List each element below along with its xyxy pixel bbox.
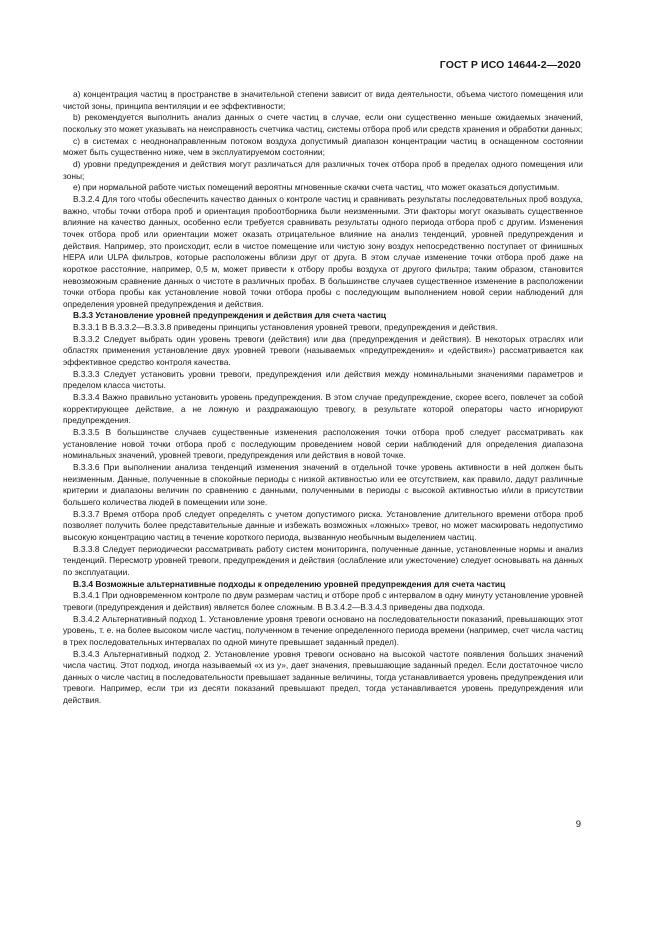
- list-item-b: b) рекомендуется выполнить анализ данных о счете частиц в случае, если они существенно меньше ожидаемых значений, поскольку это может указывать на неисправность счетчика частиц, системы отбора проб или средств хранения и обработки данных;: [63, 112, 583, 134]
- paragraph-b-3-3-3: B.3.3.3 Следует установить уровни тревоги, предупреждения или действия между номинальными значениями параметров и пределом класса чистоты.: [63, 368, 583, 391]
- section-heading-b-3-4: B.3.4 Возможные альтернативные подходы к определению уровней предупреждения для счета частиц: [73, 578, 506, 589]
- section-heading-b-3-3: B.3.3 Установление уровней предупреждения и действия для счета частиц: [73, 310, 387, 321]
- document-header: ГОСТ Р ИСО 14644-2—2020: [439, 59, 581, 71]
- list-item-d: d) уровни предупреждения и действия могут различаться для различных точек отбора проб в пределах одного помещения или зоны;: [63, 158, 583, 181]
- list-item-e: e) при нормальной работе чистых помещений вероятны мгновенные скачки счета частиц, что может оказаться допустимым.: [73, 182, 560, 193]
- paragraph-b-3-4-3: B.3.4.3 Альтернативный подход 2. Установление уровня тревоги основано на высокой частоте появления больших значений числа частиц. Этот подход, иногда называемый «x из y», дает значения, превышающие заданный предел. Если достаточное число данных о числе частиц в последовательности превышает заданные величины, тогда устанавливается уровень предупреждения или тревоги. Например, если три из десяти показаний превышают предел, тогда устанавливается уровень предупреждения или действия.: [63, 648, 583, 706]
- paragraph-b-3-3-5: B.3.3.5 В большинстве случаев существенные изменения расположения точки отбора проб следует рассматривать как установление новой точки отбора проб с последующим проведением новой серии наблюдений для определения диапазона номинальных значений, уровней тревоги, предупреждения или действия в новой точке.: [63, 427, 583, 461]
- list-item-a: a) концентрация частиц в пространстве в значительной степени зависит от вида деятельности, объема чистого помещения или чистой зоны, принципа вентиляции и ее эффективности;: [63, 89, 583, 111]
- page-number: 9: [575, 819, 581, 830]
- document-body: [63, 89, 583, 707]
- list-item-c: c) в системах с неоднонаправленным потоком воздуха допустимый диапазон концентрации частиц в оснащенном состоянии может быть существенно ниже, чем в эксплуатируемом состоянии;: [63, 135, 583, 158]
- paragraph-b-3-4-2: B.3.4.2 Альтернативный подход 1. Установление уровня тревоги основано на последовательности показаний, превышающих этот уровень, т. е. на более высоком числе частиц, полученном в течение определенного периода времени (например, счет числа частиц в трех последовательных интервалах по одной минуте превышает заданный предел).: [63, 613, 583, 647]
- paragraph-b-3-3-2: B.3.3.2 Следует выбрать один уровень тревоги (действия) или два (предупреждения и действия). В некоторых отраслях или областях применения установление двух уровней тревоги (называемых «предупреждения» и «действия») рассматривается как эффективное средство контроля качества.: [63, 333, 583, 368]
- paragraph-b-3-3-7: B.3.3.7 Время отбора проб следует определять с учетом допустимого риска. Установление длительного времени отбора проб позволяет получить более представительные данные и избежать возможных «ложных» тревог, но может маскировать недопустимо высокую концентрацию частиц в течение короткого периода, вызванную необычным выделением частиц.: [63, 508, 583, 542]
- paragraph-b-3-2-4: B.3.2.4 Для того чтобы обеспечить качество данных о контроле частиц и сравнивать результаты последовательных проб воздуха, важно, чтобы точки отбора проб и ориентация пробоотборника были неизменными. Эти факторы могут оказывать существенное влияние на качество данных, особенно если требуется сравнивать результаты одного периода отбора проб с другим. Изменения точек отбора проб или ориентации может оказать отрицательное влияние на анализ тенденций, уровней предупреждения и действия. Например, это происходит, если в чистое помещение или чистую зону воздух непосредственно поступает от финишных HEPA или ULPA фильтров, которые расположены вблизи друг от друга. В этом случае изменение точки отбора проб даже на короткое расстояние, например, 0,5 м, может привести к отбору пробы воздуха от другого фильтра; таким образом, становится невозможным сравнение данных о чистоте в различных пробах. В большинстве случаев существенное изменение в расположении точки отбора пробы как установление новой точки отбора пробы с последующим выполнением новой серии наблюдений для определения уровней предупреждения и действия.: [63, 193, 583, 309]
- paragraph-b-3-4-1: B.3.4.1 При одновременном контроле по двум размерам частиц и отборе проб с интервалом в одну минуту установление уровней тревоги (предупреждения и действия) является более сложным. В B.3.4.2—B.3.4.3 приведены два подхода.: [63, 590, 583, 612]
- paragraph-b-3-3-8: B.3.3.8 Следует периодически рассматривать работу систем мониторинга, полученные данные, установленные нормы и анализ тенденций. Пересмотр уровней тревоги, предупреждения и действия (ослабление или ужесточение) следует основывать на данных по эксплуатации.: [63, 543, 583, 577]
- paragraph-b-3-3-6: B.3.3.6 При выполнении анализа тенденций изменения значений в отдельной точке уровень активности в ней должен быть неизменным. Данные, полученные в спокойные периоды с низкой активностью или ее отсутствием, как правило, дадут различные критерии и диапазоны величин по сравнению с данными, полученными в периоды с высокой активностью и/или в присутствии большего количества людей в помещении или зоне.: [63, 462, 583, 507]
- paragraph-b-3-3-4: B.3.3.4 Важно правильно установить уровень предупреждения. В этом случае предупреждение, скорее всего, повлечет за собой корректирующее действие, а не ложную и раздражающую тревогу, в результате которой операторы часто игнорируют предупреждения.: [63, 392, 583, 426]
- paragraph-b-3-3-1: B.3.3.1 В B.3.3.2—B.3.3.8 приведены принципы установления уровней тревоги, предупреждения и действия.: [73, 322, 498, 333]
